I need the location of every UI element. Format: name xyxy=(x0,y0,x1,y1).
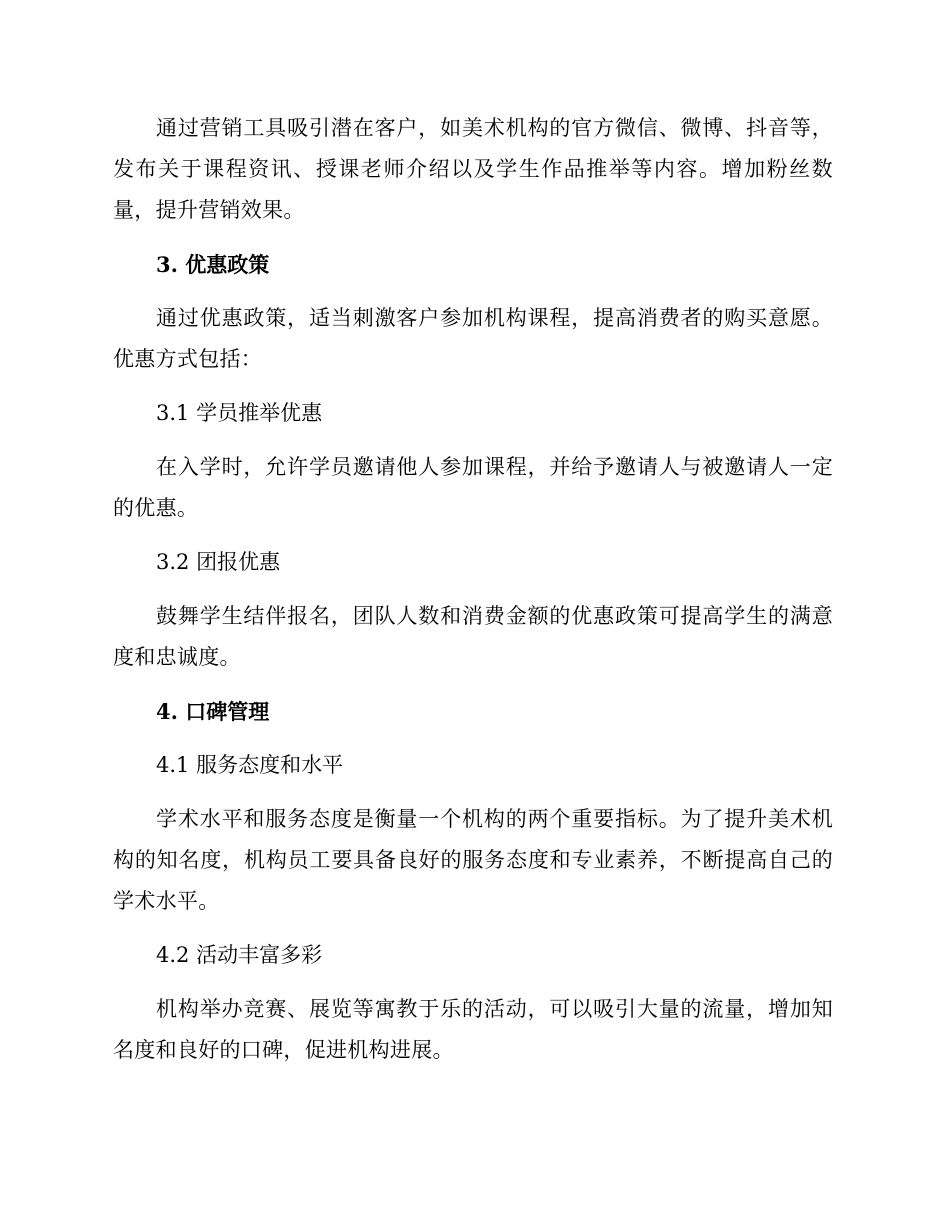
paragraph-rich-activities: 机构举办竞赛、展览等寓教于乐的活动，可以吸引大量的流量，增加知名度和良好的口碑，促进机构进展。 xyxy=(113,997,833,1062)
paragraph-service-level: 学术水平和服务态度是衡量一个机构的两个重要指标。为了提升美术机构的知名度，机构员工要具备良好的服务态度和专业素养，不断提高自己的学术水平。 xyxy=(113,807,833,913)
document-page xyxy=(113,108,833,1084)
paragraph-discount-intro: 通过优惠政策，适当刺激客户参加机构课程，提高消费者的购买意愿。优惠方式包括： xyxy=(113,306,833,371)
paragraph-referral-discount: 在入学时，允许学员邀请他人参加课程，并给予邀请人与被邀请人一定的优惠。 xyxy=(113,455,833,520)
paragraph-marketing-tools: 通过营销工具吸引潜在客户，如美术机构的官方微信、微博、抖音等，发布关于课程资讯、授课老师介绍以及学生作品推举等内容。增加粉丝数量，提升营销效果。 xyxy=(113,116,833,222)
paragraph-group-discount: 鼓舞学生结伴报名，团队人数和消费金额的优惠政策可提高学生的满意度和忠诚度。 xyxy=(113,604,833,669)
subheading-service-level: 4.1 服务态度和水平 xyxy=(156,753,344,777)
subheading-referral-discount: 3.1 学员推举优惠 xyxy=(156,401,323,425)
subheading-rich-activities: 4.2 活动丰富多彩 xyxy=(156,943,323,967)
heading-discount-policy: 3. 优惠政策 xyxy=(156,252,270,277)
heading-reputation-management: 4. 口碑管理 xyxy=(156,699,270,724)
subheading-group-discount: 3.2 团报优惠 xyxy=(156,550,281,574)
